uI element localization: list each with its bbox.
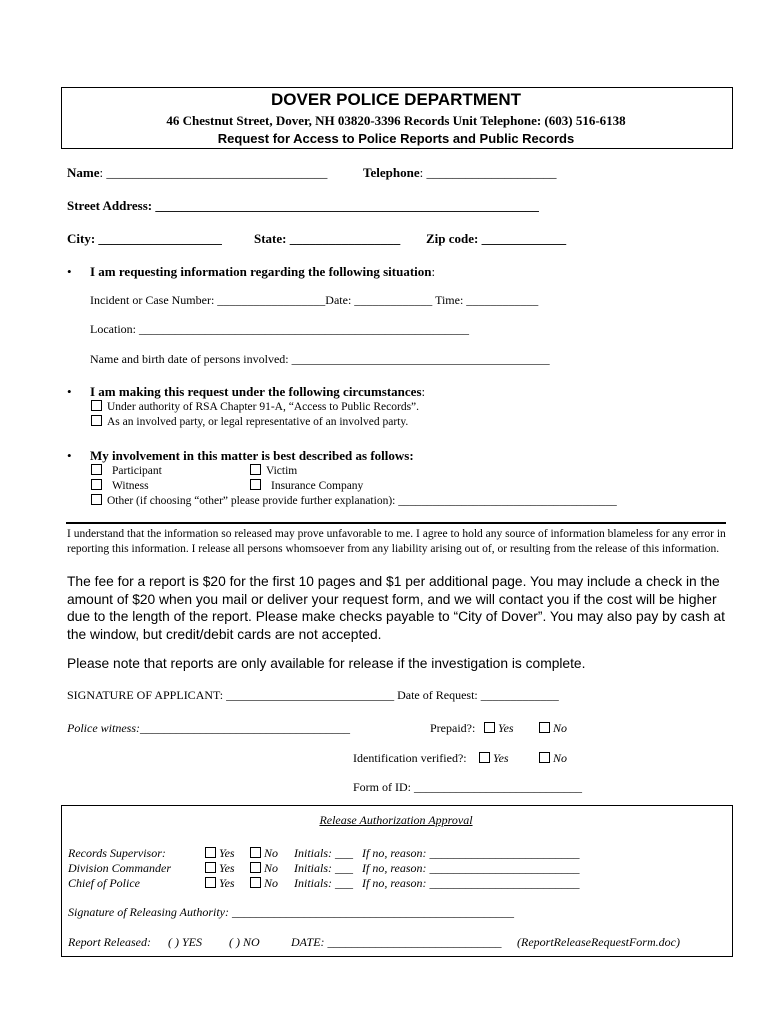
initials-field[interactable]: Initials: ___ xyxy=(294,876,353,890)
name-field[interactable]: : __________________________________ xyxy=(99,165,328,180)
reason-field[interactable]: If no, reason: _________________________ xyxy=(362,861,580,875)
telephone-label: Telephone xyxy=(363,165,420,180)
rsa-checkbox[interactable] xyxy=(91,400,102,411)
prepaid-no-label: No xyxy=(553,721,568,735)
circumstance-option-rsa[interactable] xyxy=(91,400,419,413)
witness-label: Witness xyxy=(112,480,149,492)
reason-field[interactable]: If no, reason: _________________________ xyxy=(362,846,580,860)
department-address: 46 Chestnut Street, Dover, NH 03820-3396 Records Unit Telephone: (603) 516-6138 xyxy=(166,113,626,128)
yes-label: Yes xyxy=(219,846,235,860)
victim-checkbox[interactable] xyxy=(250,464,261,475)
persons-involved-field[interactable]: Name and birth date of persons involved: ___________________________________________ xyxy=(90,352,550,366)
involved-party-label: As an involved party, or legal representative of an involved party. xyxy=(107,416,409,428)
participant-option[interactable] xyxy=(91,464,162,477)
bullet-1: • xyxy=(67,264,72,279)
released-yes-option[interactable]: ( ) YES xyxy=(168,935,202,949)
approval-yes-option[interactable] xyxy=(205,876,235,891)
prepaid-label: Prepaid?: xyxy=(430,721,476,735)
approval-yes-checkbox[interactable] xyxy=(205,847,216,858)
bullet-2: • xyxy=(67,384,72,399)
id-yes-option[interactable] xyxy=(479,751,509,766)
prepaid-yes-checkbox[interactable] xyxy=(484,722,495,733)
id-no-checkbox[interactable] xyxy=(539,752,550,763)
applicant-signature-field[interactable]: SIGNATURE OF APPLICANT: ____________________________ Date of Request: _____________ xyxy=(67,688,559,702)
name-label: Name xyxy=(67,165,100,180)
form-subtitle: Request for Access to Police Reports and Public Records xyxy=(217,131,575,146)
approval-no-column[interactable] xyxy=(250,846,278,891)
note-paragraph: Please note that reports are only available for release if the investigation is complete. xyxy=(67,656,586,671)
row-role: Chief of Police xyxy=(68,876,140,890)
approval-no-checkbox[interactable] xyxy=(250,862,261,873)
releasing-authority-signature-field[interactable]: Signature of Releasing Authority: _______________________________________________ xyxy=(68,905,514,919)
yes-label: Yes xyxy=(219,861,235,875)
telephone-field[interactable]: : ____________________ xyxy=(419,165,557,180)
id-no-label: No xyxy=(553,751,568,765)
participant-label: Participant xyxy=(112,465,162,477)
no-label: No xyxy=(264,861,279,875)
approval-row xyxy=(68,846,171,891)
initials-field[interactable]: Initials: ___ xyxy=(294,846,353,860)
zip-field[interactable]: Zip code: _____________ xyxy=(426,231,567,246)
circumstances-heading-text: I am making this request under the following circumstances xyxy=(90,384,422,399)
insurance-checkbox[interactable] xyxy=(250,479,261,490)
form-filename: (ReportReleaseRequestForm.doc) xyxy=(517,935,680,949)
approval-no-option[interactable] xyxy=(250,846,278,861)
id-yes-checkbox[interactable] xyxy=(479,752,490,763)
form-of-id-row[interactable] xyxy=(353,780,582,795)
location-field[interactable]: Location: _______________________________________________________ xyxy=(90,322,469,336)
approval-yes-checkbox[interactable] xyxy=(205,862,216,873)
row-role: Division Commander xyxy=(68,861,171,875)
approval-no-checkbox[interactable] xyxy=(250,847,261,858)
reason-field[interactable]: If no, reason: _________________________ xyxy=(362,876,580,890)
id-no-option[interactable] xyxy=(539,751,567,766)
witness-checkbox[interactable] xyxy=(91,479,102,490)
involved-party-checkbox[interactable] xyxy=(91,415,102,426)
release-statement: I understand that the information so released may prove unfavorable to me. I agree to hold any source of information blameless for any error in reporting this information. I release all persons whomsoever from any liability arising out of, or resulting from the release of this information. xyxy=(67,528,726,555)
rsa-label: Under authority of RSA Chapter 91-A, “Access to Public Records”. xyxy=(107,401,420,413)
no-label: No xyxy=(264,876,279,890)
approval-no-option[interactable] xyxy=(250,861,278,876)
approval-yes-column[interactable] xyxy=(205,846,235,891)
victim-option[interactable] xyxy=(250,464,297,477)
situation-heading-colon: : xyxy=(431,264,436,279)
initials-column[interactable] xyxy=(294,846,353,891)
row-role: Records Supervisor: xyxy=(68,846,166,860)
initials-field[interactable]: Initials: ___ xyxy=(294,861,353,875)
approval-yes-checkbox[interactable] xyxy=(205,877,216,888)
victim-label: Victim xyxy=(266,465,298,477)
release-authorization-title: Release Authorization Approval xyxy=(319,813,473,827)
department-title: DOVER POLICE DEPARTMENT xyxy=(271,90,521,109)
name-row[interactable] xyxy=(67,165,327,181)
approval-yes-option[interactable] xyxy=(205,846,235,861)
no-label: No xyxy=(264,846,279,860)
telephone-row[interactable] xyxy=(363,165,556,181)
id-yes-label: Yes xyxy=(493,751,509,765)
section-divider xyxy=(66,522,726,524)
prepaid-yes-option[interactable] xyxy=(484,721,514,736)
circumstance-option-involved[interactable] xyxy=(91,415,408,428)
released-no-option[interactable]: ( ) NO xyxy=(229,935,260,949)
prepaid-no-checkbox[interactable] xyxy=(539,722,550,733)
release-date-field[interactable]: DATE: _____________________________ xyxy=(291,935,502,949)
other-label: Other (if choosing “other” please provide further explanation): ______________________________________ xyxy=(107,495,617,507)
form-of-id-label: Form of ID: xyxy=(353,780,411,794)
other-checkbox[interactable] xyxy=(91,494,102,505)
insurance-option[interactable] xyxy=(250,479,363,492)
participant-checkbox[interactable] xyxy=(91,464,102,475)
prepaid-yes-label: Yes xyxy=(498,721,514,735)
reason-column[interactable] xyxy=(362,846,580,891)
fee-paragraph: The fee for a report is $20 for the first 10 pages and $1 per additional page. You may include a check in the amount of $20 when you mail or deliver your request form, and we will contact you if the cost will be higher due to the length of the report. Please make checks payable to “City of Dover”. You may also pay by cash at the window, but credit/debit cards are not accepted. xyxy=(67,574,726,642)
police-witness-field[interactable]: Police witness:___________________________________ xyxy=(67,721,350,735)
other-option[interactable] xyxy=(91,494,617,507)
circumstances-heading-colon: : xyxy=(421,384,426,399)
circumstances-heading xyxy=(90,384,425,400)
insurance-label: Insurance Company xyxy=(271,480,364,492)
yes-label: Yes xyxy=(219,876,235,890)
id-verified-label: Identification verified?: xyxy=(353,751,467,765)
incident-field[interactable]: Incident or Case Number: __________________Date: _____________ Time: ____________ xyxy=(90,293,539,307)
report-released-label: Report Released: xyxy=(68,935,151,949)
state-field[interactable]: State: _________________ xyxy=(254,231,401,246)
city-field[interactable]: City: ___________________ xyxy=(67,231,222,246)
situation-heading-text: I am requesting information regarding the following situation xyxy=(90,264,432,279)
form-of-id-field[interactable]: ____________________________ xyxy=(411,780,582,794)
approval-no-option[interactable] xyxy=(250,876,278,891)
witness-option[interactable] xyxy=(91,479,149,492)
involvement-heading: My involvement in this matter is best described as follows: xyxy=(90,448,414,463)
bullet-3: • xyxy=(67,448,72,463)
street-address-field[interactable]: Street Address: ___________________________________________________________ xyxy=(67,198,539,213)
approval-no-checkbox[interactable] xyxy=(250,877,261,888)
approval-yes-option[interactable] xyxy=(205,861,235,876)
prepaid-no-option[interactable] xyxy=(539,721,567,736)
situation-heading xyxy=(90,264,435,280)
